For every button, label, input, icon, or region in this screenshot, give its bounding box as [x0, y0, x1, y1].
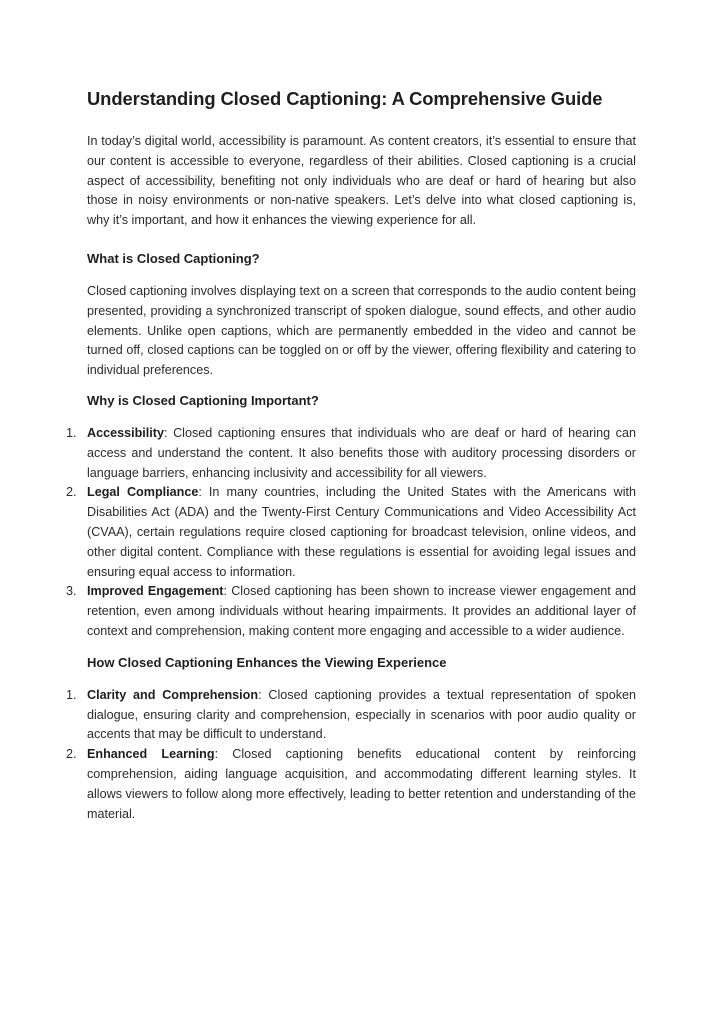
list-term: Accessibility: [87, 425, 165, 440]
list-number: 1.: [66, 687, 77, 702]
list-item: [66, 424, 636, 483]
why-list: [66, 424, 636, 642]
document-title: Understanding Closed Captioning: A Comprehensive Guide: [87, 88, 603, 109]
list-number: 2.: [66, 485, 77, 500]
section-heading-what: What is Closed Captioning?: [87, 250, 260, 266]
list-text: : Closed captioning benefits educational content by reinforcing comprehension, aiding language acquisition, and accommodating different learning styles. It allows viewers to follow along more effectively, leading to better retention and understanding of the material.: [87, 747, 636, 821]
list-term: Legal Compliance: [87, 485, 199, 500]
list-term: Enhanced Learning: [87, 747, 215, 762]
list-number: 1.: [66, 425, 77, 440]
list-term: Clarity and Comprehension: [87, 687, 259, 702]
what-paragraph: Closed captioning involves displaying text on a screen that corresponds to the audio content being presented, providing a synchronized transcript of spoken dialogue, sound effects, and other audio elements. Unlike open captions, which are permanently embedded in the video and cannot be turned off, closed captions can be toggled on or off by the viewer, offering flexibility and catering to individual preferences.: [87, 283, 636, 378]
list-item: [66, 483, 636, 582]
section-heading-why: Why is Closed Captioning Important?: [87, 392, 319, 408]
list-item: [66, 745, 636, 824]
list-text: : In many countries, including the United States with the Americans with Disabilities Act (ADA) and the Twenty-First Century Communications and Video Accessibility Act (CVAA), certain regulations require closed captioning for broadcast television, online videos, and other digital content. Compliance with these regulations is essential for avoiding legal issues and ensuring equal access to information.: [87, 485, 636, 579]
list-item: [66, 686, 636, 745]
list-text: : Closed captioning ensures that individuals who are deaf or hard of hearing can access and understand the content. It also benefits those with auditory processing disorders or language barriers, enhancing inclusivity and accessibility for all viewers.: [87, 425, 636, 480]
how-list: [66, 686, 636, 825]
list-text: : Closed captioning provides a textual representation of spoken dialogue, ensuring clarity and comprehension, especially in scenarios with poor audio quality or accents that may be difficult to understand.: [87, 687, 636, 742]
intro-paragraph: In today’s digital world, accessibility is paramount. As content creators, it’s essential to ensure that our content is accessible to everyone, regardless of their abilities. Closed captioning is a crucial aspect of accessibility, benefiting not only individuals who are deaf or hard of hearing but also those in noisy environments or non-native speakers. Let’s delve into what closed captioning is, why it’s important, and how it enhances the viewing experience for all.: [87, 134, 636, 228]
list-number: 3.: [66, 584, 77, 599]
list-number: 2.: [66, 747, 77, 762]
list-item: [66, 582, 636, 641]
section-heading-how: How Closed Captioning Enhances the Viewing Experience: [87, 654, 447, 670]
list-text: : Closed captioning has been shown to increase viewer engagement and retention, even among individuals without hearing impairments. It provides an additional layer of context and comprehension, making content more engaging and accessible to a wider audience.: [87, 584, 636, 638]
list-term: Improved Engagement: [87, 584, 224, 599]
